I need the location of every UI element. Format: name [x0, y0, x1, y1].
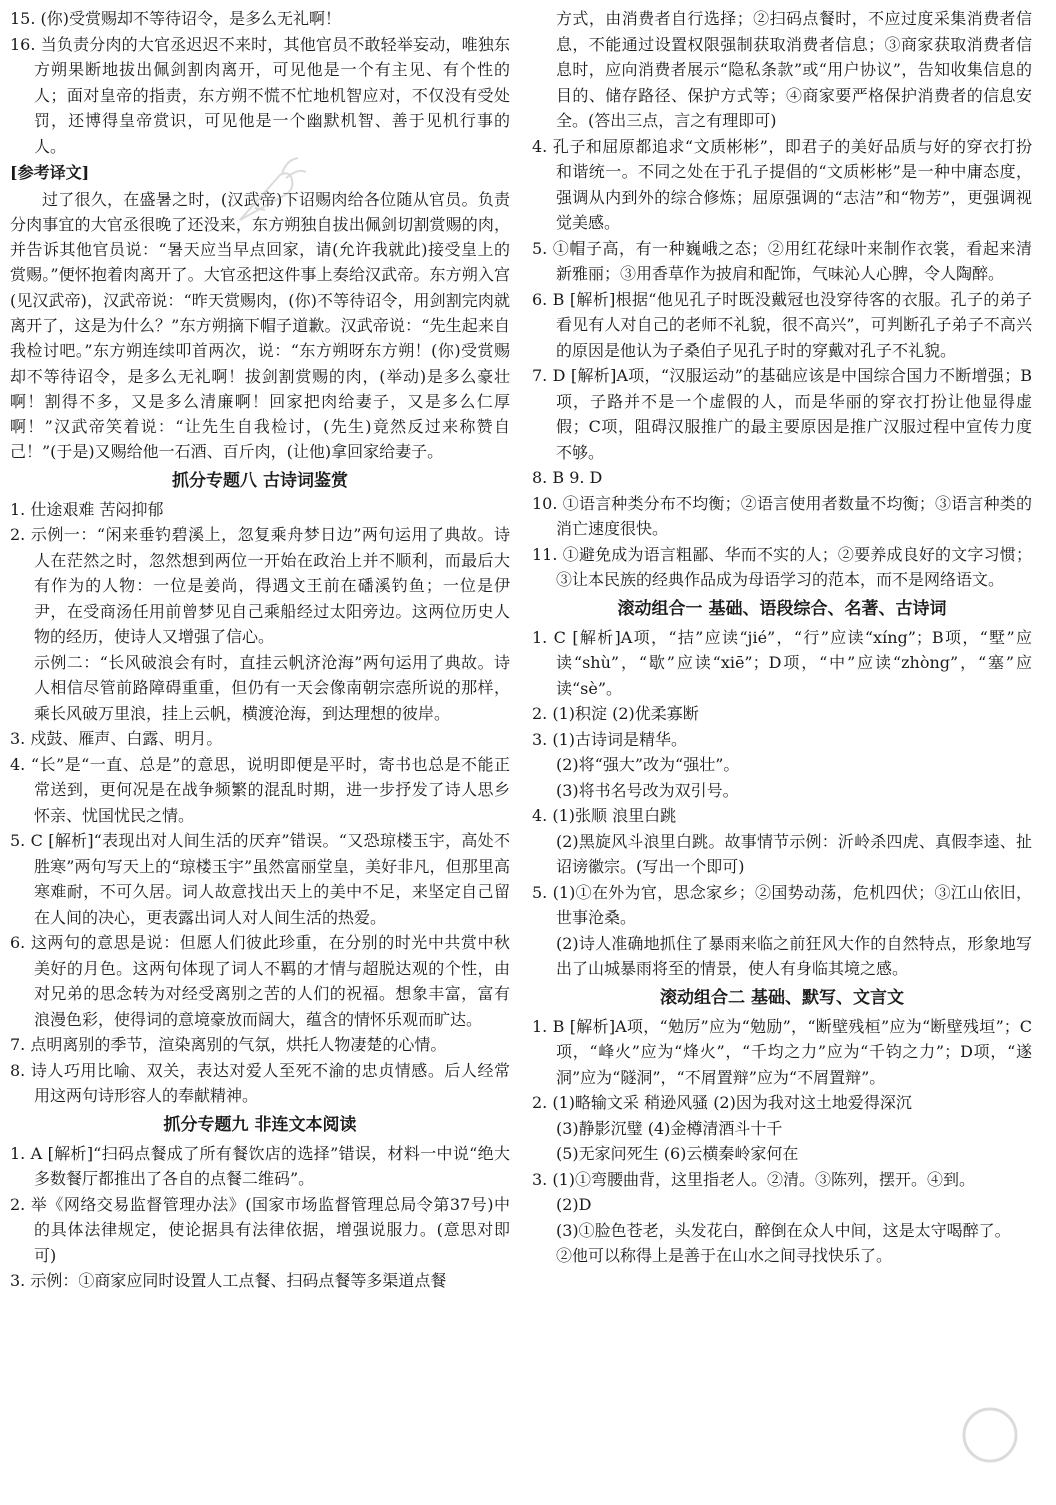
answer-item: 16. 当负责分肉的大官丞迟迟不来时，其他官员不敢轻举妄动，唯独东方朔果断地拔出佩剑割肉离开，可见他是一个有主见、有个性的人；面对皇帝的指责，东方朔不慌不忙地机智应对，不仅没有受处罚，还博得皇帝赏识，可见他是一个幽默机智、善于见机行事的人。	[10, 34, 510, 156]
section-heading: 抓分专题八 古诗词鉴赏	[172, 470, 348, 491]
right-column	[532, 6, 1032, 1269]
answer-item: 3. (1)古诗词是精华。	[532, 729, 688, 749]
answer-item: 7. D [解析]A项，“汉服运动”的基础应该是中国综合国力不断增强；B项，子路并不是一个虚假的人，而是华丽的穿衣打扮让他显得虚假；C项，阻碍汉服推广的最主要原因是推广汉服过程中宣传力度不够。	[532, 366, 1032, 462]
carrot-stamp-icon	[220, 150, 310, 240]
answer-item: 5. ①帽子高，有一种巍峨之态；②用红花绿叶来制作衣裳，看起来清新雅丽；③用香草作为披肩和配饰，气味沁人心脾，令人陶醉。	[532, 238, 1032, 283]
answer-item: (2)D	[556, 1195, 592, 1214]
section-heading: 滚动组合一 基础、语段综合、名著、古诗词	[617, 598, 947, 619]
watermark-logo	[935, 1405, 1045, 1500]
answer-item: 10. ①语言种类分布不均衡；②语言使用者数量不均衡；③语言种类的消亡速度很快。	[532, 493, 1032, 538]
subsection-heading: [参考译文]	[10, 163, 90, 182]
answer-item: 示例二：“长风破浪会有时，直挂云帆济沧海”两句运用了典故。诗人相信尽管前路障碍重重，但仍有一天会像南朝宗悫所说的那样，乘长风破万里浪，挂上云帆，横渡沧海，到达理想的彼岸。	[34, 652, 510, 723]
answer-item: 8. 诗人巧用比喻、双关，表达对爱人至死不渝的忠贞情感。后人经常用这两句诗形容人的奉献精神。	[10, 1060, 510, 1106]
answer-item: 3. 戍鼓、雁声、白露、明月。	[10, 729, 223, 749]
answer-item: 1. C [解析]A项，“拮”应读“jié”，“行”应读“xíng”；B项，“墅”应读“shù”，“歇”应读“xiē”；D项，“中”应读“zhòng”，“塞”应读“sè”。	[532, 627, 1032, 698]
answer-item: (3)①脸色苍老，头发花白，醉倒在众人中间，这是太守喝醉了。	[556, 1220, 1011, 1240]
answer-item: (2)诗人准确地抓住了暴雨来临之前狂风大作的自然特点，形象地写出了山城暴雨将至的情景，使人有身临其境之感。	[556, 933, 1032, 978]
answer-item: 1. 仕途艰难 苦闷抑郁	[10, 499, 164, 519]
answer-item: 方式，由消费者自行选择；②扫码点餐时，不应过度采集消费者信息，不能通过设置权限强制获取消费者信息；③商家获取消费者信息时，应向消费者展示“隐私条款”或“用户协议”，告知收集信息的目的、储存路径、保护方式等；④商家要严格保护消费者的信息安全。(答出三点，言之有理即可)	[556, 9, 1032, 130]
answer-item: 4. (1)张顺 浪里白跳	[532, 806, 677, 825]
answer-item: 3. 示例：①商家应同时设置人工点餐、扫码点餐等多渠道点餐	[10, 1271, 447, 1291]
answer-item: 15. (你)受赏赐却不等待诏令，是多么无礼啊！	[10, 9, 342, 28]
answer-item: 1. A [解析]“扫码点餐成了所有餐饮店的选择”错误，材料一中说“绝大多数餐厅都推出了各自的点餐二维码”。	[10, 1143, 510, 1189]
answer-item: 3. (1)①弯腰曲背，这里指老人。②清。③陈列，摆开。④到。	[532, 1169, 976, 1189]
section-heading: 滚动组合二 基础、默写、文言文	[660, 987, 904, 1008]
answer-item: 7. 点明离别的季节，渲染离别的气氛，烘托人物凄楚的心情。	[10, 1035, 447, 1055]
answer-item: 8. B 9. D	[532, 468, 603, 487]
answer-item: (2)黑旋风斗浪里白跳。故事情节示例：沂岭杀四虎、真假李逵、扯诏谤徽宗。(写出一个即可)	[556, 831, 1032, 876]
answer-item: 1. B [解析]A项，“勉厉”应为“勉励”，“断壁残桓”应为“断壁残垣”；C项，“峰火”应为“烽火”，“千均之力”应为“千钧之力”；D项，“遂洞”应为“隧洞”，“不屑置辩”应为“不屑置辩”。	[532, 1016, 1032, 1087]
answer-item: 2. 举《网络交易监督管理办法》(国家市场监督管理总局令第37号)中的具体法律规定，使论据具有法律依据，增强说服力。(意思对即可)	[10, 1194, 510, 1265]
translation-paragraph: 过了很久，在盛暑之时，(汉武帝)下诏赐肉给各位随从官员。负责分肉事宜的大官丞很晚了还没来，东方朔独自拔出佩剑切割赏赐的肉，并告诉其他官员说：“暑天应当早点回家，请(允许我就此)接受皇上的赏赐。”便怀抱着肉离开了。大官丞把这件事上奏给汉武帝。东方朔入宫(见汉武帝)，汉武帝说：“昨天赏赐肉，(你)不等待诏令，用剑割完肉就离开了，这是为什么？”东方朔摘下帽子道歉。汉武帝说：“先生起来自我检讨吧。”东方朔连续叩首两次，说：“东方朔呀东方朔！(你)受赏赐却不等待诏令，是多么无礼啊！拔剑割赏赐的肉，(举动)是多么豪壮啊！割得不多，又是多么清廉啊！回家把肉给妻子，又是多么仁厚啊！”汉武帝笑着说：“让先生自我检讨，(先生)竟然反过来称赞自己！”(于是)又赐给他一石酒、百斤肉，(让他)拿回家给妻子。	[10, 189, 510, 462]
answer-item: 6. 这两句的意思是说：但愿人们彼此珍重，在分别的时光中共赏中秋美好的月色。这两句体现了词人不羁的才情与超脱达观的个性，由对兄弟的思念转为对经受离别之苦的人们的祝福。想象丰富，富有浪漫色彩，使得词的意境豪放而阔大，蕴含的情怀乐观而旷达。	[10, 933, 510, 1029]
answer-item: 6. B [解析]根据“他见孔子时既没戴冠也没穿待客的衣服。孔子的弟子看见有人对自己的老师不礼貌，很不高兴”，可判断孔子弟子不高兴的原因是他认为子桑伯子见孔子时的穿戴对孔子不礼貌。	[532, 289, 1032, 360]
answer-item: 2. (1)积淀 (2)优柔寡断	[532, 704, 699, 723]
answer-item: 4. “长”是“一直、总是”的意思，说明即便是平时，寄书也总是不能正常送到，更何况是在战争频繁的混乱时期，进一步抒发了诗人思乡怀亲、忧国忧民之情。	[10, 754, 510, 825]
answer-item: 5. C [解析]“表现出对人间生活的厌弃”错误。“又恐琼楼玉宇，高处不胜寒”两句写天上的“琼楼玉宇”虽然富丽堂皇，美好非凡，但那里高寒难耐，不可久居。词人故意找出天上的美中不足，来坚定自己留在人间的决心，更表露出词人对人间生活的热爱。	[10, 831, 510, 927]
section-heading: 抓分专题九 非连文本阅读	[163, 1114, 357, 1135]
answer-item: 11. ①避免成为语言粗鄙、华而不实的人；②要养成良好的文字习惯；③让本民族的经典作品成为母语学习的范本，而不是网络语文。	[532, 544, 1032, 589]
answer-item: (3)静影沉璧 (4)金樽清酒斗十千	[556, 1118, 783, 1138]
watermark-circle-icon	[935, 1405, 1045, 1465]
answer-item: ②他可以称得上是善于在山水之间寻找快乐了。	[556, 1246, 893, 1265]
answer-item: (5)无家问死生 (6)云横秦岭家何在	[556, 1144, 799, 1163]
answer-item: 5. (1)①在外为官，思念家乡；②国势动荡，危机四伏；③江山依旧，世事沧桑。	[532, 882, 1032, 927]
answer-item: 2. 示例一：“闲来垂钓碧溪上，忽复乘舟梦日边”两句运用了典故。诗人在茫然之时，忽然想到两位一开始在政治上并不顺利，而最后大有作为的人物：一位是姜尚，得遇文王前在磻溪钓鱼；一位是伊尹，在受商汤任用前曾梦见自己乘船经过太阳旁边。这两位历史人物的经历，使诗人又增强了信心。	[10, 525, 510, 647]
answer-item: 2. (1)略输文采 稍逊风骚 (2)因为我对这土地爱得深沉	[532, 1093, 912, 1112]
answer-item: (2)将“强大”改为“强壮”。	[556, 755, 740, 774]
answer-item: 4. 孔子和屈原都追求“文质彬彬”，即君子的美好品质与好的穿衣打扮和谐统一。不同之处在于孔子提倡的“文质彬彬”是一种中庸态度，强调从内到外的综合修炼；屈原强调的“志洁”和“物芳”，更强调视觉美感。	[532, 136, 1032, 232]
answer-item: (3)将书名号改为双引号。	[556, 780, 739, 800]
